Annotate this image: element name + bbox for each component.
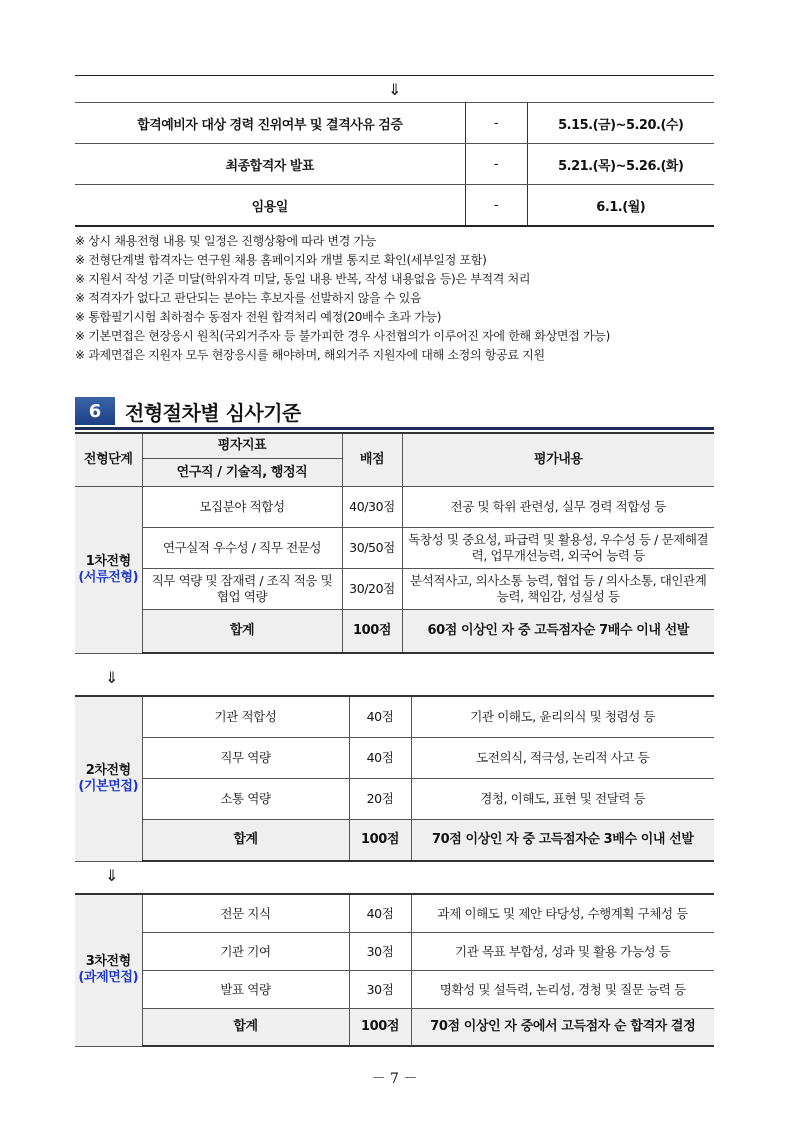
section-number: 6 (75, 397, 115, 425)
criteria-table-stage2 (75, 695, 714, 862)
criteria-row (75, 779, 714, 820)
schedule-row (75, 185, 714, 227)
schedule-step: 임용일 (75, 185, 465, 227)
note-item: ※ 지원서 작성 기준 미달(학위자격 미달, 동일 내용 반복, 작성 내용없음 등)은 부적격 처리 (75, 272, 531, 286)
header-content: 평가내용 (402, 433, 714, 487)
indicator: 모집분야 적합성 (142, 487, 342, 528)
stage-sub: (기본면접) (78, 778, 139, 794)
indicator: 직무 역량 및 잠재력 / 조직 적응 및 협업 역량 (142, 569, 342, 610)
down-arrow-icon: ⇓ (75, 76, 714, 103)
criteria-row (75, 696, 714, 738)
score: 30/20점 (342, 569, 402, 610)
content: 독창성 및 중요성, 파급력 및 활용성, 우수성 등 / 문제해결력, 업무개선능력, 외국어 능력 등 (402, 528, 714, 569)
total-score: 100점 (349, 820, 411, 862)
indicator: 전문 지식 (142, 894, 349, 933)
page-number: － 7 － (371, 1071, 418, 1087)
total-content: 70점 이상인 자 중에서 고득점자 순 합격자 결정 (411, 1009, 714, 1047)
header-score: 배점 (342, 433, 402, 487)
score: 30점 (349, 971, 411, 1009)
stage-name: 2차전형 (85, 762, 131, 778)
score: 40점 (349, 696, 411, 738)
total-score: 100점 (342, 610, 402, 654)
indicator: 발표 역량 (142, 971, 349, 1009)
stage-label (75, 696, 142, 861)
score: 30점 (349, 933, 411, 971)
stage-name: 1차전형 (85, 553, 131, 569)
content: 경청, 이해도, 표현 및 전달력 등 (411, 779, 714, 820)
note-item: ※ 과제면접은 지원자 모두 현장응시를 해야하며, 해외거주 지원자에 대해 소정의 항공료 지원 (75, 348, 545, 362)
note-item: ※ 통합필기시험 최하점수 동점자 전원 합격처리 예정(20배수 초과 가능) (75, 310, 442, 324)
total-label: 합계 (142, 820, 349, 862)
schedule-date: 5.21.(목)~5.26.(화) (527, 144, 714, 185)
stage-sub: (과제면접) (78, 970, 139, 986)
criteria-row (75, 894, 714, 933)
stage-name: 3차전형 (85, 954, 131, 970)
schedule-table (75, 75, 714, 227)
criteria-row (75, 569, 714, 610)
schedule-row (75, 103, 714, 144)
indicator: 기관 적합성 (142, 696, 349, 738)
schedule-mid: - (465, 185, 527, 227)
header-indicator-sub: 연구직 / 기술직, 행정직 (142, 459, 342, 487)
indicator: 직무 역량 (142, 738, 349, 779)
schedule-mid: - (465, 144, 527, 185)
schedule-mid: - (465, 103, 527, 144)
criteria-row (75, 528, 714, 569)
score: 40점 (349, 738, 411, 779)
criteria-row (75, 738, 714, 779)
content: 분석적사고, 의사소통 능력, 협업 등 / 의사소통, 대인관계 능력, 책임감, 성실성 등 (402, 569, 714, 610)
notes-list (75, 232, 610, 365)
stage-label (75, 894, 142, 1046)
schedule-date: 5.15.(금)~5.20.(수) (527, 103, 714, 144)
criteria-row (75, 971, 714, 1009)
indicator: 소통 역량 (142, 779, 349, 820)
stage-sub: (서류전형) (78, 569, 139, 585)
criteria-row (75, 933, 714, 971)
note-item: ※ 전형단계별 합격자는 연구원 채용 홈페이지와 개별 통지로 확인(세부일정 포함) (75, 253, 487, 267)
header-indicator: 평자지표 (142, 433, 342, 459)
note-item: ※ 적격자가 없다고 판단되는 분야는 후보자를 선발하지 않을 수 있음 (75, 291, 422, 305)
score: 40점 (349, 894, 411, 933)
stage-label (75, 487, 142, 654)
criteria-total-row (75, 820, 714, 862)
content: 기관 이해도, 윤리의식 및 청렴성 등 (411, 696, 714, 738)
indicator: 연구실적 우수성 / 직무 전문성 (142, 528, 342, 569)
schedule-date: 6.1.(월) (527, 185, 714, 227)
total-score: 100점 (349, 1009, 411, 1047)
criteria-table-stage3 (75, 893, 714, 1047)
note-item: ※ 상시 채용전형 내용 및 일정은 진행상황에 따라 변경 가능 (75, 234, 377, 248)
total-label: 합계 (142, 610, 342, 654)
schedule-step: 합격예비자 대상 경력 진위여부 및 결격사유 검증 (75, 103, 465, 144)
criteria-total-row (75, 610, 714, 654)
content: 과제 이해도 및 제안 타당성, 수행계획 구체성 등 (411, 894, 714, 933)
criteria-row (75, 487, 714, 528)
criteria-table-stage1 (75, 432, 714, 654)
criteria-total-row (75, 1009, 714, 1047)
header-stage: 전형단계 (75, 433, 142, 487)
down-arrow-icon: ⇓ (105, 866, 119, 885)
section-title: 전형절차별 심사기준 (125, 400, 301, 425)
score: 40/30점 (342, 487, 402, 528)
content: 기관 목표 부합성, 성과 및 활용 가능성 등 (411, 933, 714, 971)
content: 전공 및 학위 관련성, 실무 경력 적합성 등 (402, 487, 714, 528)
schedule-step: 최종합격자 발표 (75, 144, 465, 185)
section-heading (75, 395, 714, 430)
score: 20점 (349, 779, 411, 820)
content: 도전의식, 적극성, 논리적 사고 등 (411, 738, 714, 779)
schedule-row (75, 144, 714, 185)
indicator: 기관 기여 (142, 933, 349, 971)
score: 30/50점 (342, 528, 402, 569)
total-label: 합계 (142, 1009, 349, 1047)
note-item: ※ 기본면접은 현장응시 원칙(국외거주자 등 불가피한 경우 사전협의가 이루어진 자에 한해 화상면접 가능) (75, 329, 610, 343)
total-content: 70점 이상인 자 중 고득점자순 3배수 이내 선발 (411, 820, 714, 862)
criteria-header-row (75, 433, 714, 459)
total-content: 60점 이상인 자 중 고득점자순 7배수 이내 선발 (402, 610, 714, 654)
content: 명확성 및 설득력, 논리성, 경청 및 질문 능력 등 (411, 971, 714, 1009)
down-arrow-icon: ⇓ (105, 668, 119, 687)
